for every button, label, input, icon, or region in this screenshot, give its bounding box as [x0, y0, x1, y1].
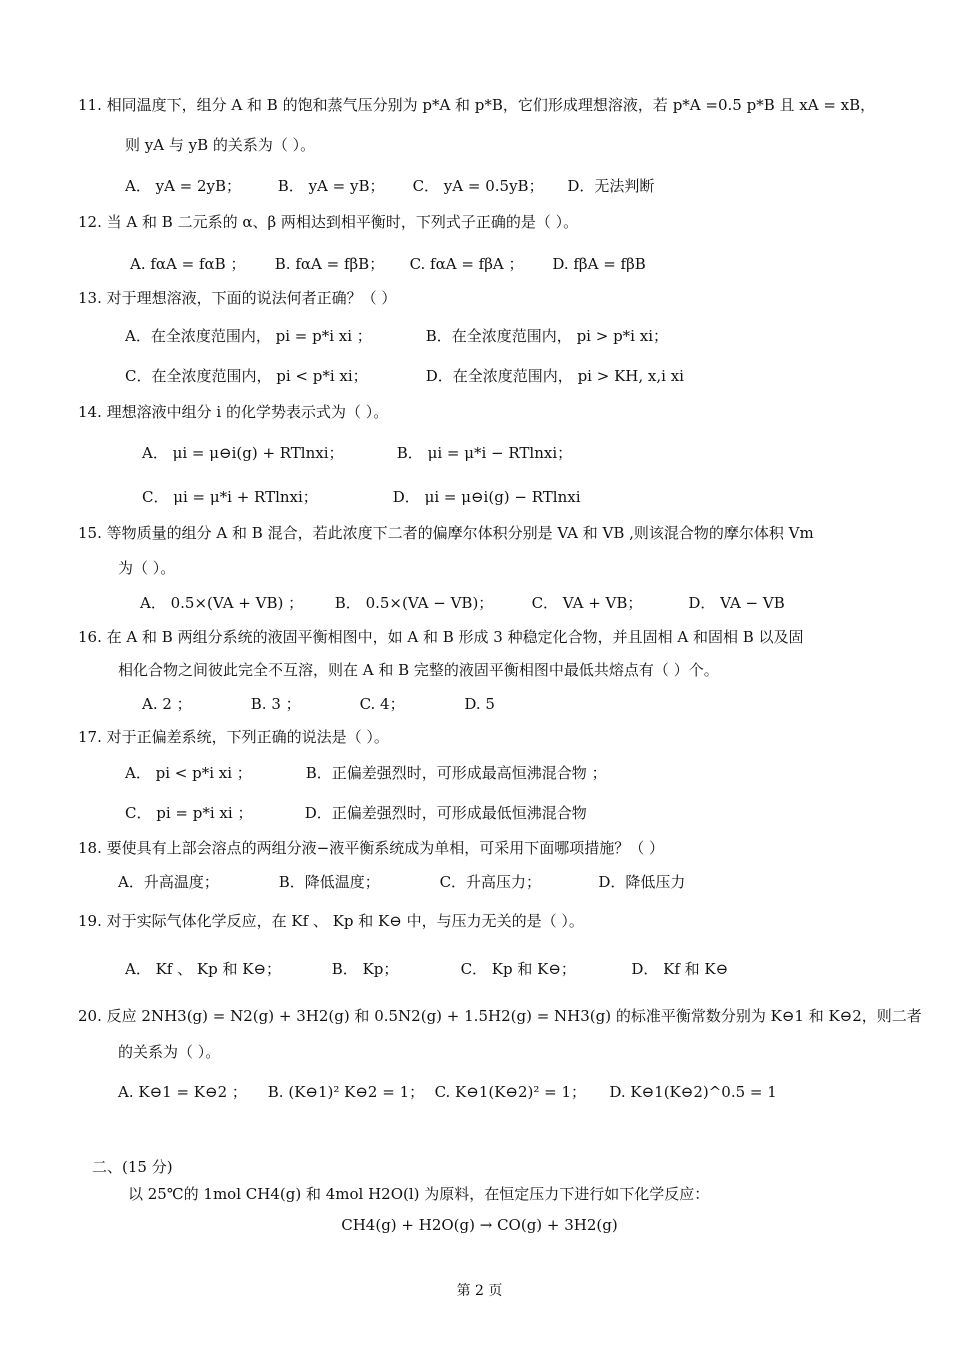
option-d: D. 5: [464, 695, 495, 713]
option-a: A． yA = 2yB；: [125, 177, 242, 195]
option-b: B． Kp；: [331, 960, 399, 978]
option-a: A．升高温度；: [118, 873, 219, 891]
option-b: B．正偏差强烈时，可形成最高恒沸混合物 ；: [305, 764, 607, 782]
option-c: C． VA + VB；: [531, 594, 643, 612]
option-c: C． pi = p*i xi ；: [125, 804, 253, 822]
option-c: C．升高压力；: [439, 873, 542, 891]
page-number: 第 2 页: [456, 1283, 503, 1299]
question-14-options-row1: [142, 443, 572, 463]
question-19-options: [125, 959, 728, 979]
question-12-stem: 12. 当 A 和 B 二元系的 α、β 两相达到相平衡时，下列式子正确的是（ ）。: [78, 213, 579, 231]
question-20-options: [118, 1082, 777, 1102]
question-17-options-row2: [125, 803, 587, 823]
question-16-stem-cont: 相化合物之间彼此完全不互溶，则在 A 和 B 完整的液固平衡相图中最低共熔点有（ ）个。: [118, 661, 719, 679]
section-title: 二、(15 分): [92, 1158, 173, 1176]
option-a: A． μi = μ⊖i(g) + RTlnxi；: [142, 444, 344, 462]
section-intro: 以 25℃的 1mol CH4(g) 和 4mol H2O(l) 为原料，在恒定压力下进行如下化学反应：: [128, 1185, 710, 1203]
question-20-stem-cont: 的关系为（ ）。: [118, 1043, 221, 1061]
option-b: B． μi = μ*i − RTlnxi；: [396, 444, 573, 462]
option-d: D． VA − VB: [688, 594, 785, 612]
option-d: D．降低压力: [598, 873, 686, 891]
option-b: B．降低温度；: [278, 873, 380, 891]
question-20-stem: 20. 反应 2NH3(g) = N2(g) + 3H2(g) 和 0.5N2(g) + 1.5H2(g) = NH3(g) 的标准平衡常数分别为 K⊖1 和 K⊖2，则二者: [78, 1007, 922, 1025]
question-11-stem: 11. 相同温度下，组分 A 和 B 的饱和蒸气压分别为 p*A 和 p*B，它们形成理想溶液，若 p*A =0.5 p*B 且 xA = xB，: [78, 96, 876, 114]
reaction-equation: CH4(g) + H2O(g) → CO(g) + 3H2(g): [341, 1216, 618, 1234]
option-d: D．无法判断: [567, 177, 655, 195]
option-c: C. K⊖1(K⊖2)² = 1；: [434, 1083, 587, 1101]
option-c: C． μi = μ*i + RTlnxi；: [142, 488, 318, 506]
option-b: B. 3 ；: [250, 695, 301, 713]
question-17-stem: 17. 对于正偏差系统，下列正确的说法是（ ）。: [78, 728, 389, 746]
question-11-stem-cont: 则 yA 与 yB 的关系为（ ）。: [125, 136, 316, 154]
option-a: A．在全浓度范围内， pi = p*i xi ；: [125, 327, 372, 345]
question-14-options-row2: [142, 487, 581, 507]
option-a: A． 0.5×(VA + VB) ；: [140, 594, 304, 612]
option-b: B． 0.5×(VA − VB)；: [334, 594, 494, 612]
question-16-stem: 16. 在 A 和 B 两组分系统的液固平衡相图中，如 A 和 B 形成 3 种稳定化合物，并且固相 A 和固相 B 以及固: [78, 628, 804, 646]
option-c: C． yA = 0.5yB；: [412, 177, 544, 195]
question-16-options: [142, 694, 495, 714]
option-c: C. 4；: [359, 695, 405, 713]
option-c: C． Kp 和 K⊖；: [460, 960, 576, 978]
option-b: B．在全浓度范围内， pi > p*i xi；: [425, 327, 669, 345]
question-17-options-row1: [125, 763, 607, 783]
option-c: C．在全浓度范围内， pi < p*i xi；: [125, 367, 368, 385]
question-14-stem: 14. 理想溶液中组分 i 的化学势表示式为（ ）。: [78, 403, 389, 421]
question-13-options-row2: [125, 366, 684, 386]
option-d: D． μi = μ⊖i(g) − RTlnxi: [392, 488, 581, 506]
option-a: A. fαA = fαB ；: [130, 255, 246, 273]
question-15-stem-cont: 为（ ）。: [118, 559, 176, 577]
option-b: B． yA = yB；: [277, 177, 385, 195]
option-a: A. 2 ；: [142, 695, 192, 713]
question-15-options: [140, 593, 785, 613]
option-d: D. fβA = fβB: [552, 255, 646, 273]
question-19-stem: 19. 对于实际气体化学反应，在 Kf 、 Kp 和 K⊖ 中，与压力无关的是（ ）。: [78, 912, 584, 930]
option-a: A． pi < p*i xi ；: [125, 764, 252, 782]
question-15-stem: 15. 等物质量的组分 A 和 B 混合，若此浓度下二者的偏摩尔体积分别是 VA 和 VB ,则该混合物的摩尔体积 Vm: [78, 524, 814, 542]
question-18-stem: 18. 要使具有上部会溶点的两组分液−液平衡系统成为单相，可采用下面哪项措施？（ ）: [78, 839, 664, 857]
option-a: A. K⊖1 = K⊖2 ；: [118, 1083, 247, 1101]
question-11-options: [125, 176, 654, 196]
option-d: D. K⊖1(K⊖2)^0.5 = 1: [609, 1083, 777, 1101]
question-12-options: [130, 254, 646, 274]
question-13-options-row1: [125, 326, 668, 346]
option-d: D． Kf 和 K⊖: [631, 960, 729, 978]
option-b: B. fαA = fβB；: [274, 255, 385, 273]
question-18-options: [118, 872, 685, 892]
question-13-stem: 13. 对于理想溶液，下面的说法何者正确？（ ）: [78, 289, 397, 307]
option-d: D．在全浓度范围内， pi > KH, x,i xi: [425, 367, 684, 385]
option-d: D．正偏差强烈时，可形成最低恒沸混合物: [304, 804, 587, 822]
option-a: A． Kf 、 Kp 和 K⊖；: [125, 960, 282, 978]
option-b: B. (K⊖1)² K⊖2 = 1；: [267, 1083, 425, 1101]
option-c: C. fαA = fβA ；: [409, 255, 524, 273]
